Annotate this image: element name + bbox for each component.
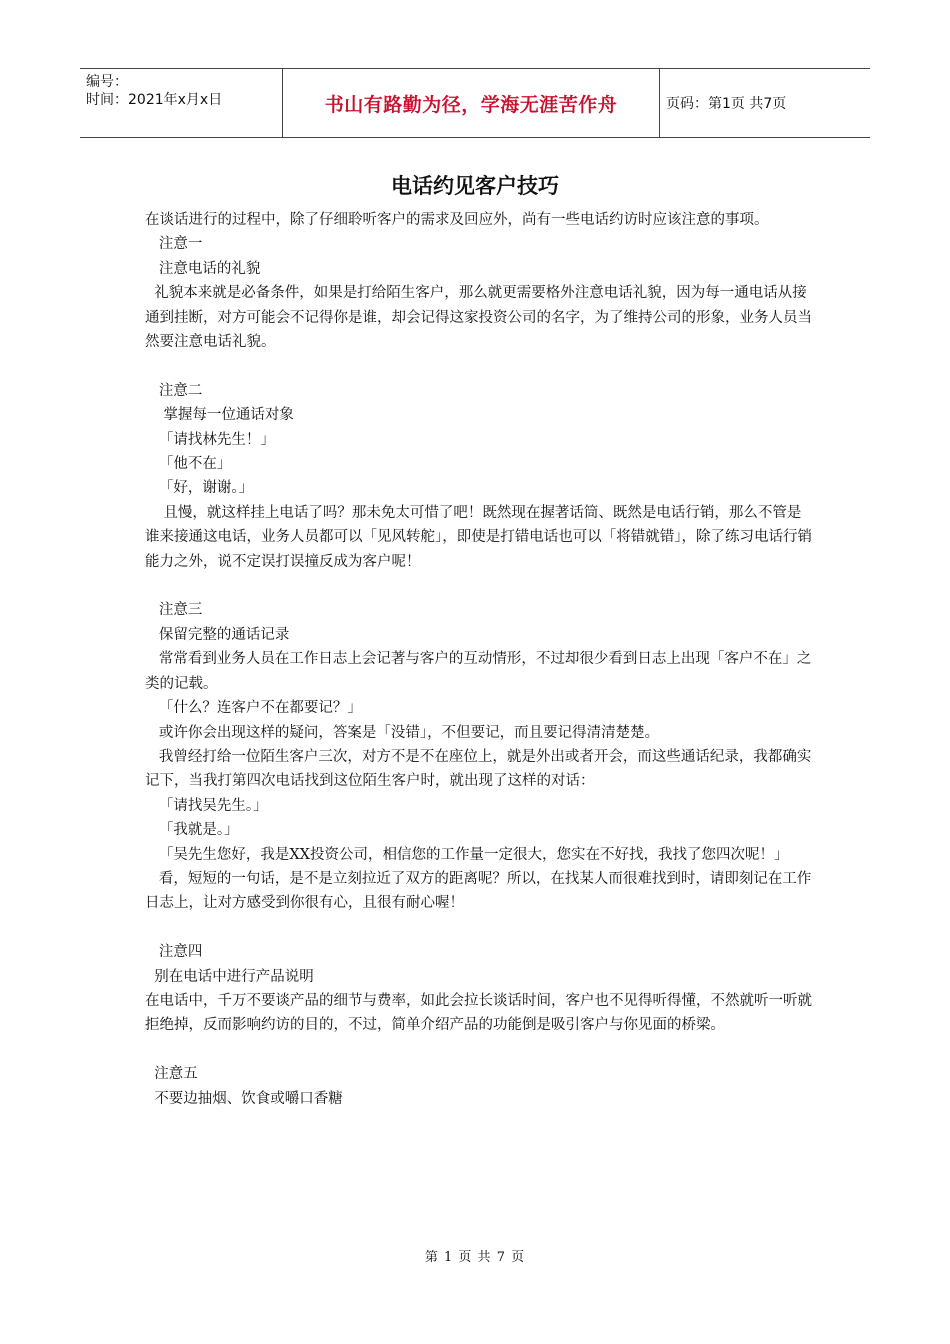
body-paragraph: [145, 354, 815, 378]
body-paragraph: [145, 1038, 815, 1062]
body-paragraph: 看，短短的一句话，是不是立刻拉近了双方的距离呢？所以，在找某人而很难找到时，请即刻记在工作日志上，让对方感受到你很有心，且很有耐心喔！: [145, 870, 812, 912]
body-paragraph: 注意三: [145, 602, 203, 619]
page-footer: 第 1 页 共 7 页: [424, 1250, 526, 1265]
body-paragraph: 注意电话的礼貌: [145, 260, 261, 277]
body-paragraph: 常常看到业务人员在工作日志上会记著与客户的互动情形，不过却很少看到日志上出现「客户不在」之类的记载。: [145, 651, 812, 692]
body-paragraph: 注意一: [145, 236, 203, 253]
header-motto: 书山有路勤为径，学海无涯苦作舟: [282, 69, 660, 137]
body-paragraph: 在电话中，千万不要谈产品的细节与费率，如此会拉长谈话时间，客户也不见得听得懂，不然就听一听就拒绝掉，反而影响约访的目的，不过，简单介绍产品的功能倒是吸引客户与你见面的桥梁。: [145, 992, 812, 1034]
body-paragraph: 「请找林先生！」: [145, 431, 275, 448]
body-paragraph: 且慢，就这样挂上电话了吗？那未免太可惜了吧！既然现在握著话筒、既然是电话行销，那么不管是谁来接通这电话，业务人员都可以「见风转舵」，即使是打错电话也可以「将错就错」，除了练习电话行销能力之外，说不定误打误撞反成为客户呢！: [145, 504, 812, 570]
body-paragraph: 「吴先生您好，我是XX投资公司，相信您的工作量一定很大，您实在不好找，我找了您四次呢！」: [145, 846, 789, 863]
body-paragraph: 掌握每一位通话对象: [145, 407, 294, 424]
body-paragraph: 保留完整的通话记录: [145, 626, 290, 643]
document-header: [80, 68, 870, 138]
body-paragraph: [145, 574, 815, 598]
body-paragraph: 在谈话进行的过程中，除了仔细聆听客户的需求及回应外，尚有一些电话约访时应该注意的事项。: [145, 212, 769, 228]
body-paragraph: [145, 916, 815, 940]
body-paragraph: 注意二: [145, 382, 203, 399]
body-paragraph: 礼貌本来就是必备条件，如果是打给陌生客户，那么就更需要格外注意电话礼貌，因为每一通电话从接通到挂断，对方可能会不记得你是谁，却会记得这家投资公司的名字，为了维持公司的形象，业务人员当然要注意电话礼貌。: [145, 285, 812, 351]
document-date-label: 时间：2021年x月x日: [86, 92, 223, 108]
header-page-info: 页码：第1页 共7页: [666, 96, 787, 112]
body-paragraph: 注意五: [145, 1066, 198, 1083]
body-paragraph: 「我就是。」: [145, 822, 239, 839]
body-paragraph: 「什么？连客户不在都要记？」: [145, 700, 362, 717]
body-paragraph: 「他不在」: [145, 456, 232, 473]
document-body: [145, 208, 815, 1111]
body-paragraph: 或许你会出现这样的疑问，答案是「没错」，不但要记，而且要记得清清楚楚。: [145, 724, 660, 741]
body-paragraph: 「请找吴先生。」: [145, 797, 268, 814]
body-paragraph: 我曾经打给一位陌生客户三次，对方不是不在座位上，就是外出或者开会，而这些通话纪录，我都确实记下，当我打第四次电话找到这位陌生客户时，就出现了这样的对话：: [145, 748, 812, 790]
header-meta: [86, 73, 282, 109]
body-paragraph: 别在电话中进行产品说明: [145, 968, 314, 985]
document-title: 电话约见客户技巧: [391, 174, 559, 198]
document-number-label: 编号：: [86, 74, 128, 90]
body-paragraph: 不要边抽烟、饮食或嚼口香糖: [145, 1090, 343, 1107]
body-paragraph: 注意四: [145, 944, 203, 961]
body-paragraph: 「好，谢谢。」: [145, 480, 254, 497]
